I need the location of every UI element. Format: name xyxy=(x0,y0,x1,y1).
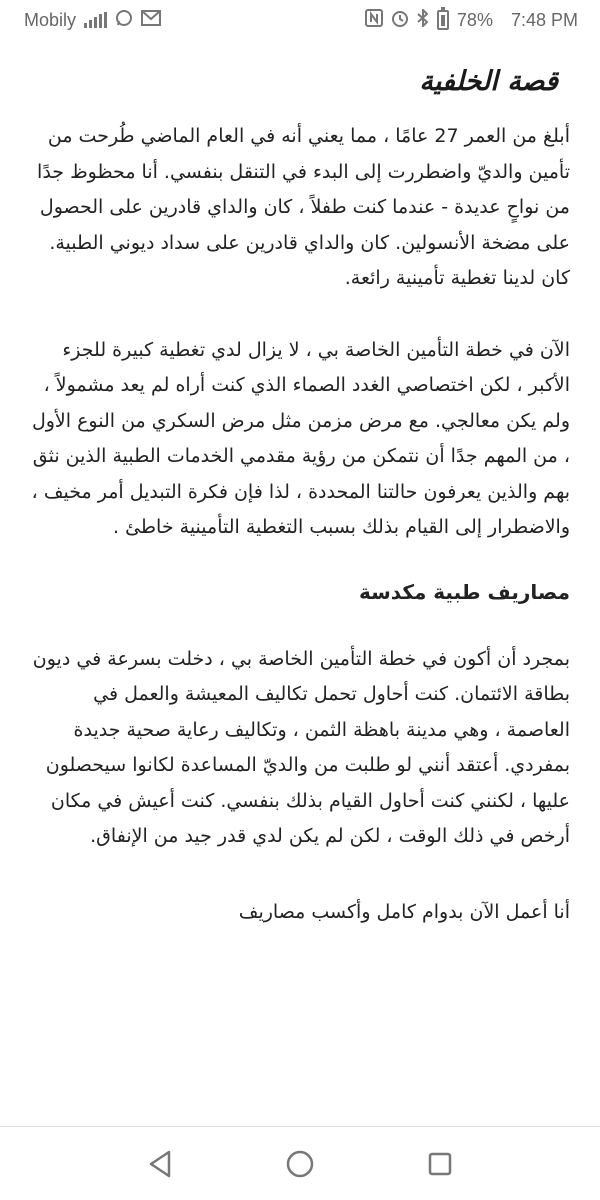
recents-icon[interactable] xyxy=(420,1144,460,1184)
paragraph-cut-off: أنا أعمل الآن بدوام كامل وأكسب مصاريف xyxy=(238,900,570,923)
back-icon[interactable] xyxy=(140,1144,180,1184)
article-body[interactable] xyxy=(0,40,600,1126)
mail-icon xyxy=(141,10,161,30)
carrier-name: Mobily xyxy=(24,9,77,30)
home-icon[interactable] xyxy=(280,1144,320,1184)
paragraph: أبلغ من العمر 27 عامًا ، مما يعني أنه في العام الماضي طُرحت من تأمين والديّ واضطررت إلى البدء في التنقل بنفسي. أنا محظوظ جدًا من نواحٍ عديدة - عندما كنت طفلاً ، كان والداي قادرين على الحصول على مضخة الأنسولين. كان والداي قادرين على سداد ديوني الطبية. كان لدينا تغطية تأمينية رائعة. xyxy=(37,125,570,289)
battery-icon xyxy=(437,10,449,30)
nfc-icon xyxy=(365,9,383,31)
signal-icon xyxy=(84,12,107,28)
clock: 7:48 PM xyxy=(510,9,578,30)
status-right xyxy=(365,9,578,31)
whatsapp-icon xyxy=(115,9,133,31)
status-bar xyxy=(0,0,600,40)
battery-level: 78% xyxy=(456,9,493,30)
paragraph: الآن في خطة التأمين الخاصة بي ، لا يزال لدي تغطية كبيرة للجزء الأكبر ، لكن اختصاصي الغدد الصماء الذي كنت أراه لم يعد مشمولاً ، ولم يكن معالجي. مع مرض مزمن مثل مرض السكري من النوع الأول ، من المهم جدًا أن نتمكن من رؤية مقدمي الخدمات الطبية الذين نثق بهم والذين يعرفون حالتنا المحددة ، لذا فإن فكرة التبديل أمر مخيف ، والاضطرار إلى القيام بذلك بسبب التغطية التأمينية خاطئ . xyxy=(31,338,570,538)
section-title: قصة الخلفية xyxy=(419,66,558,97)
subheading: مصاريف طبية مكدسة xyxy=(358,579,570,604)
status-left xyxy=(24,9,161,31)
bluetooth-icon xyxy=(417,9,429,31)
paragraph: بمجرد أن أكون في خطة التأمين الخاصة بي ، دخلت بسرعة في ديون بطاقة الائتمان. كنت أحاول تحمل تكاليف المعيشة والعمل في العاصمة ، وهي مدينة باهظة الثمن ، وتكاليف رعاية صحية جديدة بمفردي. أعتقد أنني لو طلبت من والديّ المساعدة لكانوا سيحصلون عليها ، لكنني كنت أحاول القيام بذلك بنفسي. كنت أعيش في مكان أرخص في ذلك الوقت ، لكن لم يكن لدي قدر جيد من الإنفاق. xyxy=(32,647,570,847)
navigation-bar xyxy=(0,1126,600,1200)
alarm-icon xyxy=(391,9,409,31)
